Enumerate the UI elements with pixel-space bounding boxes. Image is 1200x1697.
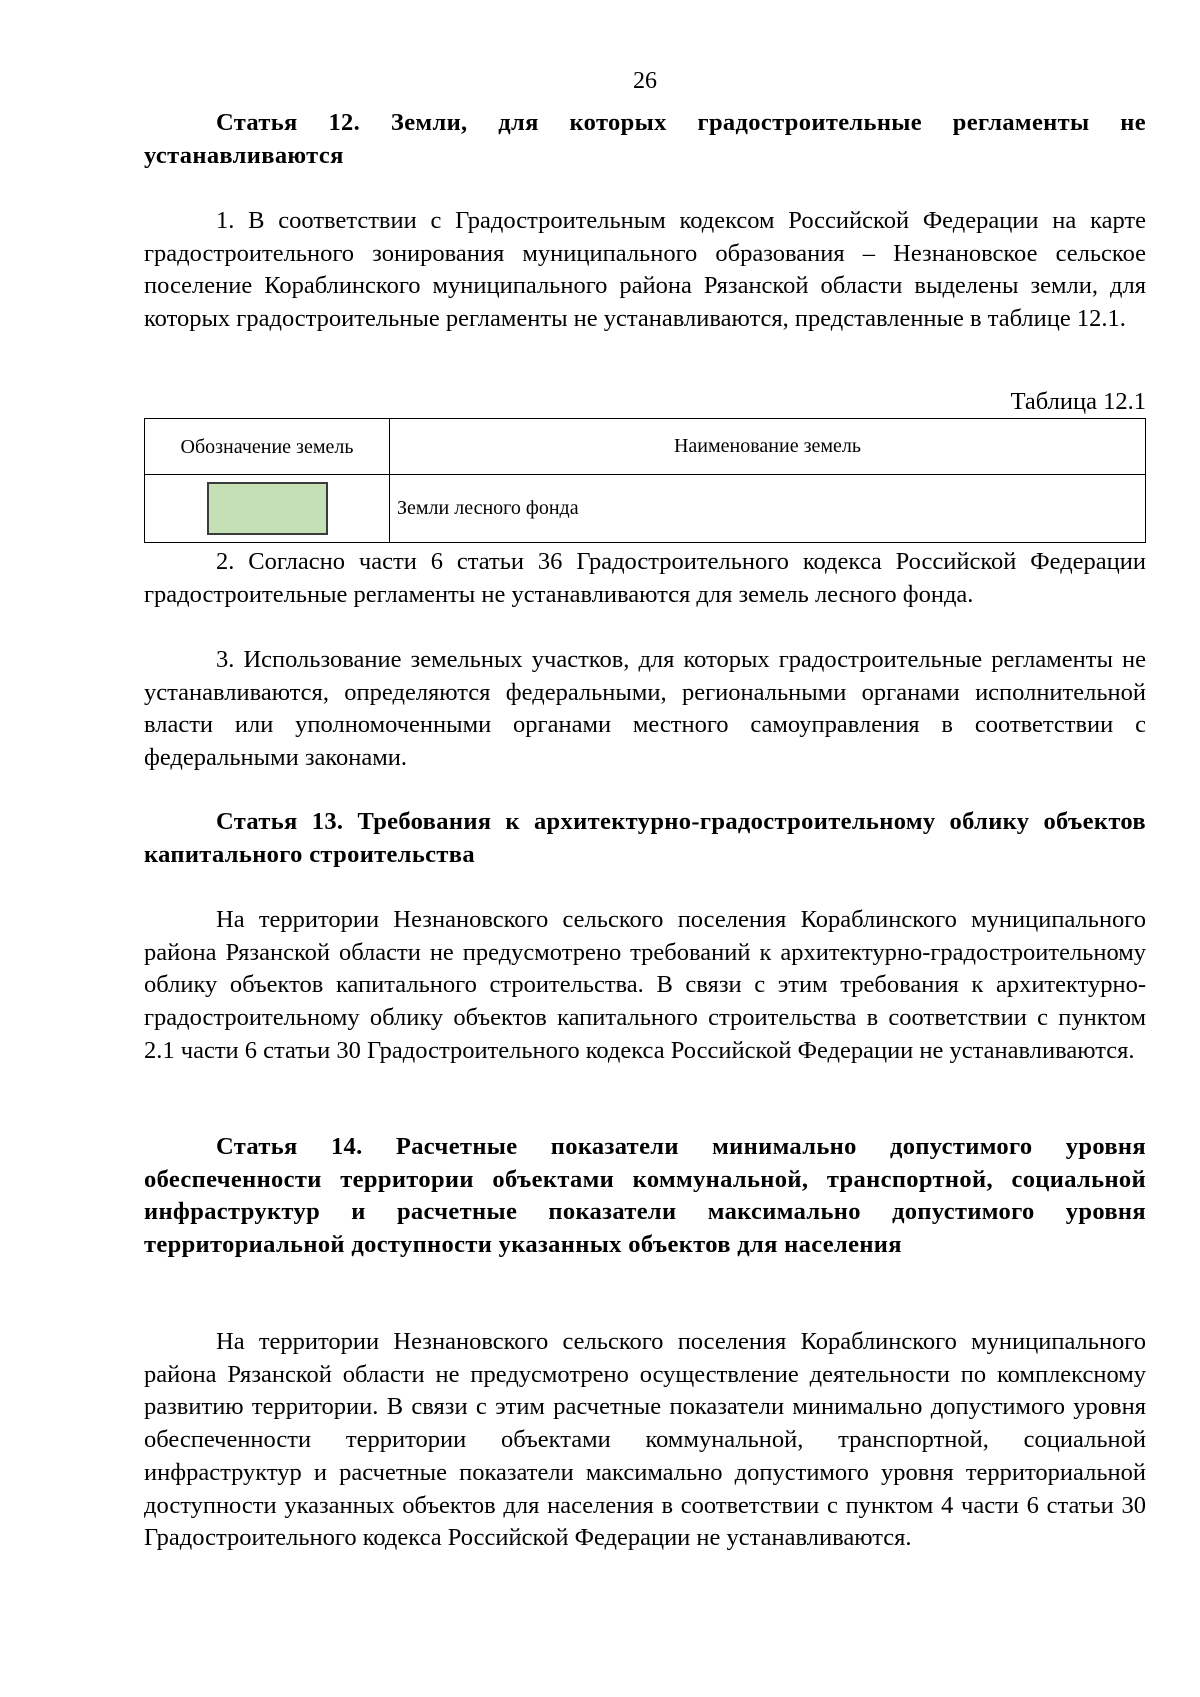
table-row xyxy=(145,475,1146,543)
table-cell-designation xyxy=(145,475,390,543)
article-12-paragraph-1-block xyxy=(144,205,1146,336)
article-12-paragraph-3: 3. Использование земельных участков, для которых градостроительные регламенты не устанавливаются, определяются федеральными, региональными органами исполнительной власти или уполномоченными органами местного самоуправления в соответствии с федеральными законами. xyxy=(144,646,1146,772)
article-13-heading-block xyxy=(144,806,1146,871)
table-header-row xyxy=(145,419,1146,475)
article-14-heading: Статья 14. Расчетные показатели минимально допустимого уровня обеспеченности территории объектами коммунальной, транспортной, социальной инфраструктур и расчетные показатели максимально допустимого уровня территориальной доступности указанных объектов для населения xyxy=(144,1133,1146,1259)
article-14-heading-block xyxy=(144,1131,1146,1262)
article-12-heading: Статья 12. Земли, для которых градостроительные регламенты не устанавливаются xyxy=(144,109,1146,169)
article-12-paragraph-1: 1. В соответствии с Градостроительным кодексом Российской Федерации на карте градостроительного зонирования муниципального образования – Незнановское сельское поселение Кораблинского муниципального района Рязанской области выделены земли, для которых градостроительные регламенты не устанавливаются, представленные в таблице 12.1. xyxy=(144,207,1146,333)
article-12-paragraph-2: 2. Согласно части 6 статьи 36 Градостроительного кодекса Российской Федерации градостроительные регламенты не устанавливаются для земель лесного фонда. xyxy=(144,548,1146,608)
table-cell-name: Земли лесного фонда xyxy=(390,475,1146,543)
forest-land-color-swatch xyxy=(207,482,328,535)
table-caption: Таблица 12.1 xyxy=(1010,388,1146,415)
article-13-heading: Статья 13. Требования к архитектурно-градостроительному облику объектов капитального строительства xyxy=(144,808,1146,868)
table-header-designation: Обозначение земель xyxy=(145,419,390,475)
page-number: 26 xyxy=(633,68,657,94)
table-header-name: Наименование земель xyxy=(390,419,1146,475)
article-12-heading-block xyxy=(144,107,1146,172)
article-14-paragraph-block xyxy=(144,1326,1146,1555)
article-12-paragraph-3-block xyxy=(144,644,1146,775)
article-13-paragraph: На территории Незнановского сельского поселения Кораблинского муниципального района Рязанской области не предусмотрено требований к архитектурно-градостроительному облику объектов капитального строительства. В связи с этим требования к архитектурно-градостроительному облику объектов капитального строительства в соответствии с пунктом 2.1 части 6 статьи 30 Градостроительного кодекса Российской Федерации не устанавливаются. xyxy=(144,906,1146,1064)
article-14-paragraph: На территории Незнановского сельского поселения Кораблинского муниципального района Рязанской области не предусмотрено осуществление деятельности по комплексному развитию территории. В связи с этим расчетные показатели минимально допустимого уровня обеспеченности территории объектами коммунальной, транспортной, социальной инфраструктур и расчетные показатели максимально допустимого уровня территориальной доступности указанных объектов для населения в соответствии с пунктом 4 части 6 статьи 30 Градостроительного кодекса Российской Федерации не устанавливаются. xyxy=(144,1328,1146,1552)
article-12-paragraph-2-block xyxy=(144,546,1146,611)
article-13-paragraph-block xyxy=(144,904,1146,1068)
lands-table xyxy=(144,418,1146,543)
